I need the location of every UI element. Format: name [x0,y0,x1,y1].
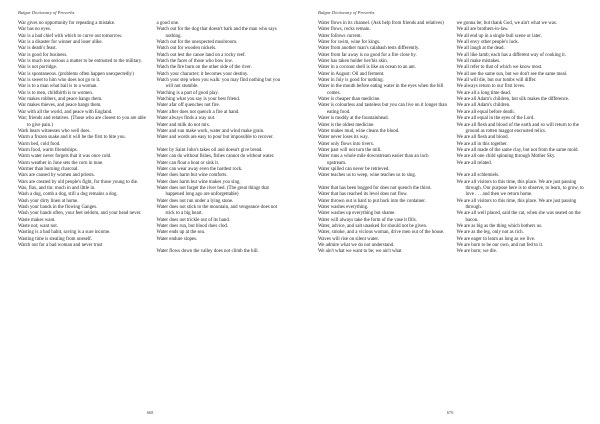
proverb-entry: Waves will rise on silent water. [318,236,379,242]
proverb-entry: Watching what you say is your best friend. [156,97,241,103]
right-page [300,0,600,424]
proverb-entry: Water does not stick to the mountain, and vengeance does not stick to a big heart. [156,204,278,217]
proverb-entry: Wash your hands often, your feet seldom, and your head never. [18,211,142,217]
proverb-entry: Waste not, want not. [18,224,58,229]
proverb-entry: War is good for business. [18,52,68,58]
proverb-entry: Waste makes want. [18,217,56,223]
proverb-entry: Water has taken holder her/his skin. [318,59,388,65]
proverb-entry: War is a disaster for winner and loser alike. [18,40,103,46]
proverb-entry: War makes robbers, and peace hangs them. [18,97,103,103]
proverb-entry: Water and milk do not mix. [156,122,211,128]
proverb-entry: Water and sun make work, water and wind make grain. [156,128,265,134]
proverb-entry: Water for swim, wine for kings. [318,40,381,46]
proverb-entry: Water that has been bogged for does not quench the thirst. [318,185,432,191]
proverb-entry: War is death's feast. [18,46,57,52]
proverb-entry: Water spilled can never be retrieved. [318,166,390,172]
text-column-right [457,21,587,256]
proverb-entry: Watch out for the dog that doesn't bark and the man who says nothing. [156,27,277,39]
proverb-entry: Wars are caused by women and priests. [18,173,95,179]
two-column-text [318,21,586,256]
proverb-entry: We all will die, but our tombs will differ. [456,78,537,84]
proverb-entry: We are all flesh and blood of the earth and so will return to the ground as rotten maggot encrusted relics. [456,122,579,134]
proverb-entry: Water afar off quenches not fire. [156,103,220,109]
proverb-entry: Water does run, but blood does clod. [156,224,229,229]
proverb-entry: Watch the fire burn on the other side of the river. [156,65,252,71]
proverb-entry: We are all related. [456,160,492,166]
proverb-entry: Water flows down the valley does not climb the hill. [156,249,259,255]
proverb-entry: Water in August: Oil and ferment. [318,71,385,77]
proverb-entry: we gonna be; but thank God, we ain't what we was. [456,21,558,26]
proverb-entry: Wasting is a bad habit, saving is a sure income. [18,230,111,236]
proverb-entry: Water after does not quench a fire at hand. [156,109,240,115]
proverb-entry: Water runs a whole mile downstream easier than an inch upstream. [318,154,429,166]
text-column-right [157,21,287,256]
proverb-entry: We are as big as the thing which bothers us. [456,224,543,229]
proverb-entry: Watch out for a bad woman and never trust [18,243,103,249]
proverb-entry: Water from far away is no good for a fire close by. [318,52,417,58]
proverb-entry: We all make mistakes. [456,59,501,65]
proverb-entry: Water does harm but wine comforts. [156,173,228,179]
proverb-entry: We all are brothers-in-law. [456,27,509,33]
proverb-entry: We are eager to learn as long as we live. [456,236,536,242]
proverb-entry: Warm bed, cold food. [18,141,61,147]
proverb-entry: War has no eyes. [18,27,52,33]
proverb-entry: We are born; we die. [456,249,497,255]
proverb-entry: Water does not forget the river bed. (The great things that happened long ago are unforgettable) [156,185,269,198]
proverb-entry: War gives no opportunity for repeating a mistake. [18,21,116,26]
proverb-entry: We all like lamb; each has a different way of cooking it. [456,52,567,58]
proverb-entry: Watch out for the unexpected mushroom. [156,40,238,46]
proverb-entry: Water can float a boat or sink it. [156,160,220,166]
proverb-entry: Water makes mud, wine cleans the blood. [318,128,400,134]
proverb-entry: We are all made of the same clay, but not from the same mold. [456,147,579,153]
proverb-entry: War is spontaneous. (problems often happen unexpectedly) [18,71,134,77]
page-number: 670 [446,410,454,415]
proverb-entry: Water does not run under a lying stone. [156,198,234,204]
proverb-entry: Watch out lest the canoe land on a rocky reef. [156,52,246,58]
proverb-entry: We are all one child spinning through Mother Sky. [456,154,556,160]
proverb-entry: Water is the oldest medicine. [318,122,375,128]
proverb-entry: Warm weather in June sets the corn in tune. [18,160,104,166]
page-number: 668 [146,410,154,415]
proverb-entry: War with all the world, and peace with England. [18,109,113,115]
running-head: Bulgar Dictionary of Proverbs [318,10,375,15]
proverb-entry: Wark bears witnesses who well does. [18,128,91,134]
proverb-entry: We ain't what we want to be; we ain't what [318,249,402,255]
proverb-entry: We are all Adam's children, but silk makes the difference. [456,97,570,103]
proverb-entry: We all envy other people's luck. [456,40,519,46]
proverb-entry: War is to men, childbirth is to women. [18,90,93,96]
proverb-entry: Watch out for wooden nickels. [156,46,217,52]
proverb-entry: We are all a long time dead. [456,90,512,96]
proverb-entry: We are as the leg, only not as rich. [456,230,524,236]
proverb-entry: Wash your hands in the flowing Ganges. [18,204,98,210]
proverb-entry: Water is muddy at the fountainhead. [318,116,389,122]
proverb-entry: a good one. [156,21,180,26]
proverb-entry: Watch your character; it becomes your destiny. [156,71,249,77]
proverb-entry: We are all Adam's children. [456,103,511,109]
proverb-entry: Water is cheaper than medicine. [318,97,381,103]
proverb-entry: Water never loses its way. [318,135,369,141]
text-column-left [18,21,148,256]
proverb-entry: Water ends up at the sea. [156,230,205,236]
proverb-entry: Watching is a part of good play. [156,90,219,96]
proverb-entry: Watch your step when you walk: you may find nothing but you will not stumble. [156,78,281,90]
proverb-entry: Was, flax, and tin: much in and little in. [18,185,96,191]
proverb-entry: Water follows current. [318,33,362,39]
proverb-entry: War; friends and relatives. (Those who are closest to you are able to give pain.) [18,116,146,128]
proverb-entry: Water by Saint John's takes oil and doesn't give bread. [156,147,263,153]
proverb-entry: War makes thieves, and peace hangs them. [18,103,102,109]
proverb-entry: Water from another man's calabash tests differently. [318,46,420,52]
proverb-entry: Water does not trickle out of its hand. [156,217,230,223]
proverb-entry: Water flows, rocks remain. [318,27,371,33]
proverb-entry: Water past will not turn the mill. [318,147,382,153]
proverb-entry: We all see the same sun, but we don't see the same meal. [456,71,568,77]
proverb-entry: We are all well placed, said the cat, when she was seated on the bacon. [456,211,581,223]
proverb-entry: Wars are created by old people's fight, for those young to die. [18,179,139,185]
proverb-entry: We are all in this together. [456,141,508,147]
proverb-entry: We all end up in a single bull scene or later. [456,33,542,39]
proverb-entry: War is a bad chief with which to curve out tomorrow. [18,33,123,39]
proverb-entry: Water, smoke, and a vicious woman, drive men out of the house. [318,230,445,236]
proverb-entry: We are all equal before death. [456,109,515,115]
proverb-entry: War is sweet to him who does not go to it. [18,78,101,84]
proverb-entry: Watch the faces of those who bow low. [156,59,233,65]
proverb-entry: Water can wear away even the hardest rock. [156,166,243,172]
proverb-entry: We are all flesh and blood. [456,135,509,141]
proverb-entry: Water washes everything. [318,204,369,210]
proverb-entry: Water flows in its channel. (Ask help from friends and relatives) [318,21,444,26]
proverb-entry: Water will always take the form of the vase it fills. [318,217,417,223]
proverb-entry: Water in July is good for nothing. [318,78,384,84]
proverb-entry: We are all visitors to this time, this place. We are just passing through. Our purpose here is to observe, to learn, to grow, to love . . . and then we return home. [456,179,584,198]
proverb-entry: Water in the mouth before eating water in the eyes when the bill comes. [318,84,444,96]
proverb-entry: Water only flows into rivers. [318,141,374,147]
proverb-entry: Water does harm but wine makes you sing. [156,179,241,185]
proverb-entry: We are all schlemiels. [456,173,500,179]
proverb-entry: Warm food, warm friendships. [18,147,78,153]
running-head: Bulgar Dictionary of Proverbs [18,10,75,15]
proverb-entry: Water always finds a way out. [156,116,216,122]
proverb-entry: Wash a dog, comb a dog, still a dog remains a dog. [18,192,118,198]
proverb-entry: War is much too serious a matter to be entrusted to the military. [18,59,143,65]
proverb-entry: We are all equal in the eyes of the Lord. [456,116,535,122]
proverb-entry: We all laugh at the dead. [456,46,505,52]
proverb-entry: We admire what we do not understand. [318,243,395,249]
proverb-entry: War is not porridge. [18,65,57,71]
proverb-entry: Water washes up everything but shame. [318,211,396,217]
proverb-entry: Wasting time is stealing from oneself. [18,236,93,242]
text-column-left [318,21,448,256]
proverb-entry: Water and words are easy to pour but impossible to recover. [156,135,274,141]
proverb-entry: We are all visitors to this time, this place. We are just passing through. [456,198,577,210]
two-column-text [18,21,286,256]
proverb-entry: Wash your dirty linen at home. [18,198,79,204]
proverb-entry: Warm a frozen snake and it will be the first to bite you. [18,135,126,141]
proverb-entry: Water teaches us to weep, wine teaches us to sing. [318,173,417,179]
proverb-entry: We all refer to that of which we know most. [456,65,543,71]
proverb-entry: Water can do without fishes, fishes cannot do without water. [156,154,275,160]
proverb-entry: Water is colourless and tasteless but you can live on it longer than eating food. [318,103,447,115]
proverb-entry: Water thrown out is hard to put back into the container. [318,198,426,204]
proverb-entry: Water endure slopes. [156,236,198,242]
proverb-entry: Warmer than burning charcoal. [18,166,79,172]
proverb-entry: Water, advice, and salt unasked for should not be given. [318,224,428,229]
proverb-entry: Water that has reached its level does not flow. [318,192,408,198]
proverb-entry: Water in a coconut shell is like an ocean to an ant. [318,65,416,71]
proverb-entry: We are born to be our own, and not fed to it. [456,243,544,249]
proverb-entry: War is to a man what bail is to a woman. [18,84,98,90]
proverb-entry: Warm water never forgets that it was once cold. [18,154,112,160]
proverb-entry: We always return to our first loves. [456,84,526,90]
